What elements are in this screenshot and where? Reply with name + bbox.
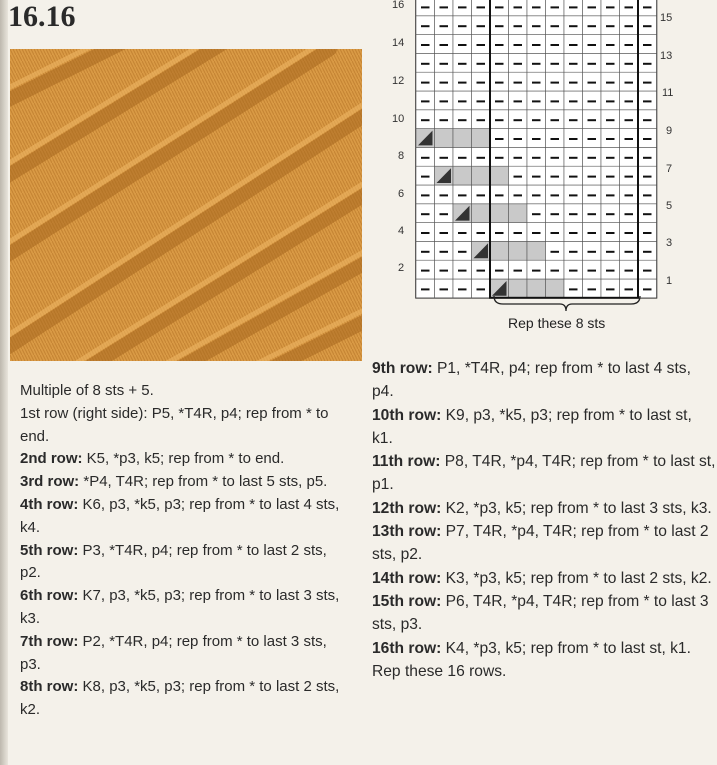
chart-cell	[490, 147, 509, 166]
instruction-row-14: 14th row: K3, *p3, k5; rep from * to last 2 sts, k2.	[372, 569, 712, 587]
row-number-14: 14	[392, 37, 405, 49]
chart-cell	[472, 129, 491, 148]
row-number-11: 11	[662, 87, 674, 99]
chart-cell	[509, 204, 528, 223]
row-number-5: 5	[666, 200, 673, 212]
instruction-row-7: 7th row: P2, *T4R, p4; rep from * to last 3 sts, p3.	[20, 632, 327, 673]
instruction-row-11: 11th row: P8, T4R, *p4, T4R; rep from * to last st, p1.	[372, 453, 716, 493]
instruction-row-13: 13th row: P7, T4R, *p4, T4R; rep from * to last 2 sts, p2.	[372, 523, 709, 563]
row-number-7: 7	[666, 163, 673, 175]
row-number-2: 2	[398, 262, 405, 274]
instruction-row-2: 2nd row: K5, *p3, k5; rep from * to end.	[20, 450, 285, 468]
instruction-row-3: 3rd row: *P4, T4R; rep from * to last 5 sts, p5.	[20, 473, 328, 491]
chart-cell	[620, 241, 639, 260]
instructions-left-column	[20, 380, 345, 722]
chart-cell	[527, 241, 546, 260]
book-spine-shadow	[0, 0, 8, 765]
chart-cell	[601, 147, 620, 166]
chart-cell	[638, 241, 657, 260]
instruction-repeat: Rep these 16 rows.	[372, 663, 507, 680]
row-number-6: 6	[398, 188, 405, 200]
chart-cell	[416, 241, 435, 260]
chart-cell	[490, 241, 509, 260]
instruction-row-9: 9th row: P1, *T4R, p4; rep from * to last 4 sts, p4.	[372, 360, 691, 400]
instruction-row-10: 10th row: K9, p3, *k5, p3; rep from * to last st, k1.	[372, 406, 692, 447]
row-number-12: 12	[392, 75, 405, 87]
chart-cell	[546, 279, 565, 298]
chart-cell	[490, 204, 509, 223]
chart-cell	[546, 147, 565, 166]
chart-cell	[435, 129, 454, 148]
chart-cell	[453, 147, 472, 166]
knit-swatch-image	[10, 49, 362, 361]
row-number-16: 16	[392, 0, 405, 11]
chart-cell	[435, 147, 454, 166]
chart-cell	[472, 204, 491, 223]
row-number-10: 10	[392, 113, 405, 125]
instruction-row-4: 4th row: K6, p3, *k5, p3; rep from * to last 4 sts, k4.	[20, 495, 340, 536]
instruction-row-8: 8th row: K8, p3, *k5, p3; rep from * to last 2 sts, k2.	[20, 678, 340, 719]
instruction-row-5: 5th row: P3, *T4R, p4; rep from * to last 2 sts, p2.	[20, 541, 327, 582]
knit-swatch-photo	[10, 49, 362, 361]
repeat-label: Rep these 8 sts	[508, 315, 606, 331]
chart-cell	[546, 241, 565, 260]
chart-cell	[583, 241, 602, 260]
instruction-row-1: 1st row (right side): P5, *T4R, p4; rep from * to end.	[20, 404, 329, 445]
chart-grid	[388, 0, 688, 335]
instruction-row-12: 12th row: K2, *p3, k5; rep from * to last 3 sts, k3.	[372, 499, 712, 517]
row-number-9: 9	[666, 125, 673, 137]
chart-cell	[620, 147, 639, 166]
chart-cell	[453, 129, 472, 148]
chart-cell	[472, 147, 491, 166]
instruction-multiple: Multiple of 8 sts + 5.	[20, 382, 154, 399]
chart-cell	[453, 241, 472, 260]
instruction-row-6: 6th row: K7, p3, *k5, p3; rep from * to last 3 sts, k3.	[20, 587, 340, 627]
chart-cell	[472, 166, 491, 185]
chart-cell	[583, 147, 602, 166]
row-number-1: 1	[666, 275, 673, 287]
row-number-13: 13	[660, 50, 673, 62]
chart-cell	[527, 279, 546, 298]
chart-cell	[416, 147, 435, 166]
instruction-row-15: 15th row: P6, T4R, *p4, T4R; rep from * to last 3 sts, p3.	[372, 593, 709, 633]
chart-cell	[509, 279, 528, 298]
chart-cell	[564, 147, 583, 166]
chart-cell	[601, 241, 620, 260]
row-number-8: 8	[398, 150, 405, 162]
chart-cell	[638, 147, 657, 166]
row-number-15: 15	[660, 12, 673, 24]
chart-cell	[564, 241, 583, 260]
knitting-chart	[388, 0, 688, 335]
chart-cell	[453, 166, 472, 185]
instruction-row-16: 16th row: K4, *p3, k5; rep from * to last st, k1.	[372, 639, 691, 657]
chart-cell	[490, 166, 509, 185]
chart-cell	[435, 241, 454, 260]
chart-cell	[509, 241, 528, 260]
row-number-3: 3	[666, 237, 673, 249]
instructions-right-column	[372, 357, 716, 684]
chart-cell	[527, 147, 546, 166]
pattern-number: 16.16	[8, 0, 76, 33]
chart-cell	[509, 147, 528, 166]
row-number-4: 4	[398, 225, 405, 237]
